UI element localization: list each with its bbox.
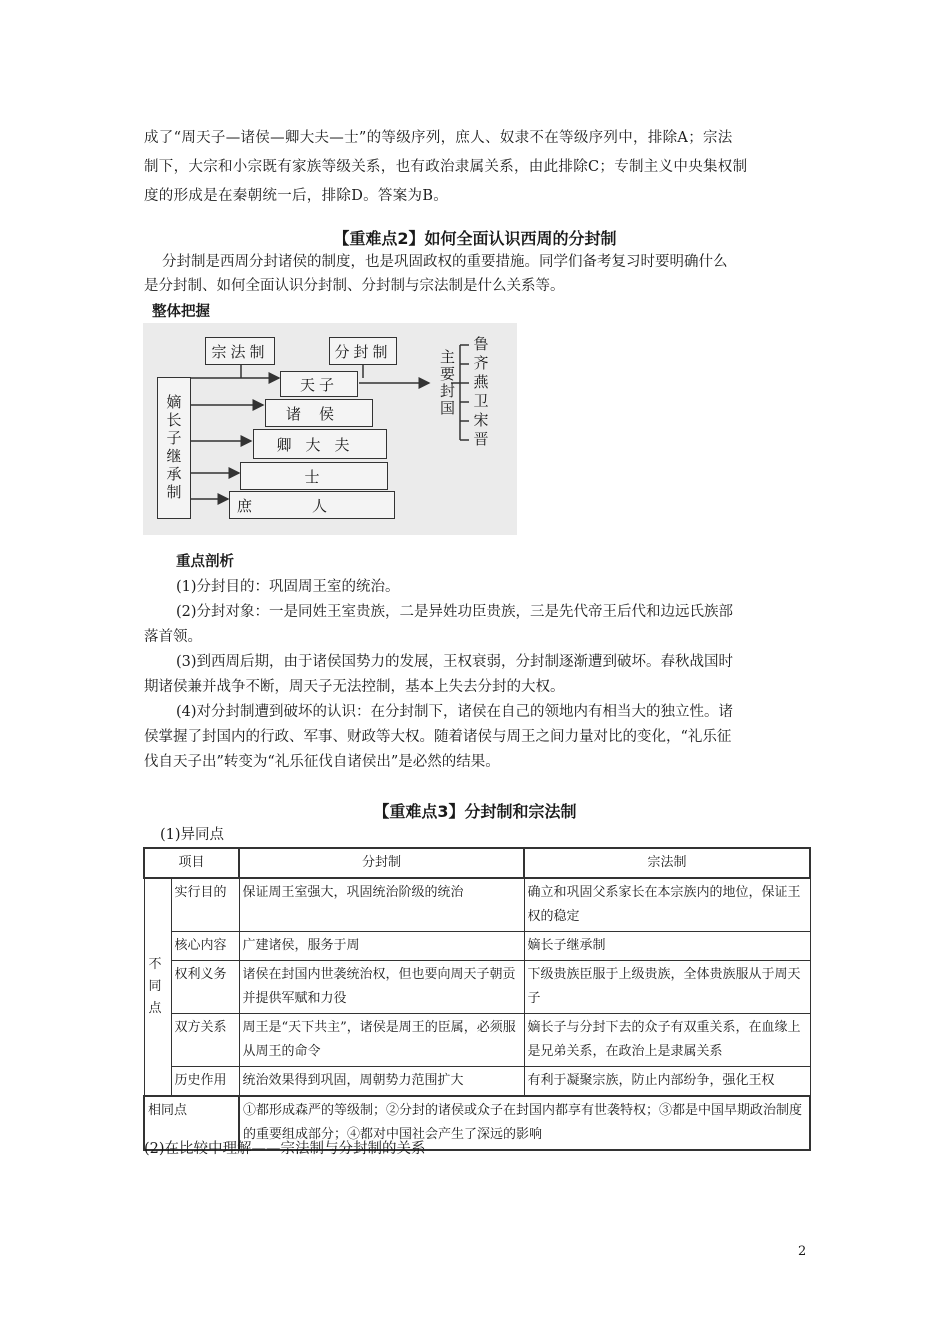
state-lu: 鲁 [473, 335, 489, 353]
table-row [144, 1067, 810, 1097]
level-qingdafu: 卿大夫 [253, 429, 387, 459]
analysis-line: (4)对分封制遭到破坏的认识：在分封制下，诸侯在自己的领地内有相当大的独立性。诸 [176, 704, 734, 720]
level-shuren: 庶人 [229, 491, 395, 519]
header-item: 项目 [144, 848, 239, 878]
comparison-table [143, 847, 811, 1151]
analysis-line: (3)到西周后期，由于诸侯国势力的发展，王权衰弱，分封制逐渐遭到破坏。春秋战国时 [176, 654, 734, 670]
row-fenfeng: 统治效果得到巩固，周朝势力范围扩大 [239, 1067, 524, 1097]
fenfeng-box: 分封制 [329, 337, 397, 365]
level-zhuhou: 诸侯 [265, 399, 373, 427]
row-fenfeng: 保证周王室强大，巩固统治阶级的统治 [239, 878, 524, 932]
table-row [144, 961, 810, 1014]
dizhang-label: 嫡长子继承制 [164, 394, 183, 502]
row-item: 双方关系 [171, 1014, 239, 1067]
main-states-label: 主要封国 [438, 349, 456, 417]
analysis-line: 落首领。 [144, 629, 202, 645]
same-label: 相同点 [144, 1096, 239, 1150]
analysis-line: 伐自天子出”转变为“礼乐征伐自诸侯出”是必然的结果。 [144, 754, 500, 770]
analysis-line: 期诸侯兼并战争不断，周天子无法控制，基本上失去分封的大权。 [144, 679, 565, 695]
section2-title: 【重难点2】如何全面认识西周的分封制 [333, 229, 617, 248]
dizhang-box [157, 377, 191, 519]
state-wei: 卫 [473, 392, 489, 410]
level-tianzi: 天子 [280, 371, 358, 397]
state-yan: 燕 [473, 373, 489, 391]
diff-label: 不同点 [148, 957, 162, 1016]
analysis-label: 重点剖析 [176, 554, 234, 570]
level-shi: 士 [240, 462, 388, 490]
fenfeng-diagram [143, 323, 517, 535]
section3-title: 【重难点3】分封制和宗法制 [373, 802, 577, 821]
section3-sub2: (2)在比较中理解——宗法制与分封制的关系 [144, 1141, 426, 1157]
page-number: 2 [798, 1244, 807, 1259]
table-header-row [144, 848, 810, 878]
header-zongfa: 宗法制 [524, 848, 810, 878]
row-fenfeng: 周王是“天下共主”，诸侯是周王的臣属，必须服从周王的命令 [239, 1014, 524, 1067]
analysis-line: (1)分封目的：巩固周王室的统治。 [176, 579, 400, 595]
state-qi: 齐 [473, 354, 489, 372]
row-item: 权利义务 [171, 961, 239, 1014]
diff-label-cell [144, 878, 171, 1096]
row-fenfeng: 广建诸侯，服务于周 [239, 932, 524, 961]
intro-line: 成了“周天子—诸侯—卿大夫—士”的等级序列，庶人、奴隶不在等级序列中，排除A；宗法 [144, 130, 733, 146]
intro-paragraph [144, 126, 816, 213]
row-item: 核心内容 [171, 932, 239, 961]
state-song: 宋 [473, 411, 489, 429]
overview-label: 整体把握 [152, 304, 210, 320]
intro-line: 制下，大宗和小宗既有家族等级关系，也有政治隶属关系，由此排除C；专制主义中央集权制 [144, 159, 748, 175]
row-zongfa: 确立和巩固父系家长在本宗族内的地位，保证王权的稳定 [524, 878, 810, 932]
table-row [144, 878, 810, 932]
state-jin: 晋 [473, 430, 489, 448]
row-zongfa: 嫡长子与分封下去的众子有双重关系，在血缘上是兄弟关系，在政治上是隶属关系 [524, 1014, 810, 1067]
table-row [144, 1014, 810, 1067]
section2-intro-line: 分封制是西周分封诸侯的制度，也是巩固政权的重要措施。同学们备考复习时要明确什么 [162, 254, 728, 270]
zongfa-box: 宗法制 [205, 337, 275, 365]
intro-line: 度的形成是在秦朝统一后，排除D。答案为B。 [144, 188, 449, 204]
row-zongfa: 嫡长子继承制 [524, 932, 810, 961]
row-item: 历史作用 [171, 1067, 239, 1097]
section3-sub1: (1)异同点 [160, 827, 225, 843]
same-text: ①都形成森严的等级制；②分封的诸侯或众子在封国内都享有世袭特权；③都是中国早期政治制度的重要组成部分；④都对中国社会产生了深远的影响 [239, 1096, 810, 1150]
analysis-line: (2)分封对象：一是同姓王室贵族，二是异姓功臣贵族，三是先代帝王后代和边远氏族部 [176, 604, 734, 620]
row-item: 实行目的 [171, 878, 239, 932]
table-row [144, 932, 810, 961]
analysis-line: 侯掌握了封国内的行政、军事、财政等大权。随着诸侯与周王之间力量对比的变化，“礼乐征 [144, 729, 732, 745]
row-fenfeng: 诸侯在封国内世袭统治权，但也要向周天子朝贡并提供军赋和力役 [239, 961, 524, 1014]
section2-intro-line: 是分封制、如何全面认识分封制、分封制与宗法制是什么关系等。 [144, 278, 565, 294]
header-fenfeng: 分封制 [239, 848, 524, 878]
row-zongfa: 下级贵族臣服于上级贵族，全体贵族服从于周天子 [524, 961, 810, 1014]
row-zongfa: 有利于凝聚宗族，防止内部纷争，强化王权 [524, 1067, 810, 1097]
